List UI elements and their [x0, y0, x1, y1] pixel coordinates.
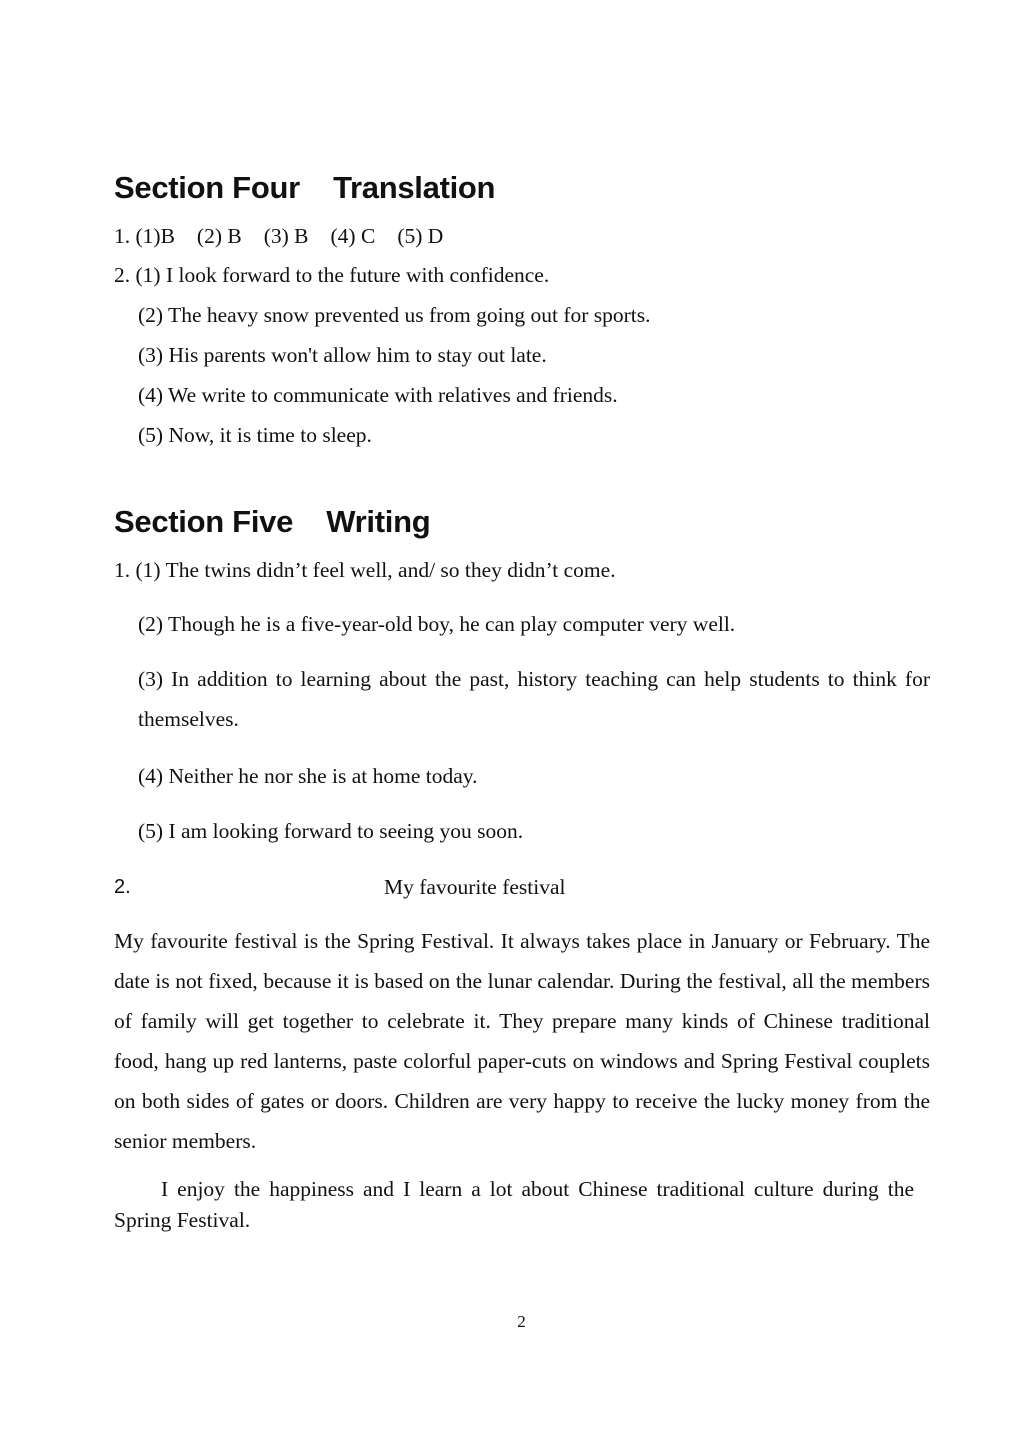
writing-q1-line-4: (4) Neither he nor she is at home today. — [138, 764, 478, 788]
essay-title: My favourite festival — [384, 875, 566, 899]
q1-answer-3: (3) B — [263, 224, 309, 248]
writing-q1-line-1: 1. (1) The twins didn’t feel well, and/ so they didn’t come. — [114, 558, 616, 582]
writing-q1-line-5: (5) I am looking forward to seeing you soon. — [138, 819, 524, 843]
page-number: 2 — [517, 1312, 526, 1331]
essay-closing: I enjoy the happiness and I learn a lot about Chinese traditional culture during the Spring Festival. — [114, 1177, 914, 1232]
translation-q2-line-2: (2) The heavy snow prevented us from going out for sports. — [138, 303, 651, 327]
q1-answer-4: (4) C — [330, 224, 376, 248]
writing-q1-line-3: (3) In addition to learning about the past, history teaching can help students to think for themselves. — [138, 667, 930, 731]
section-five-heading: Section Five Writing — [114, 504, 431, 539]
translation-q2-line-4: (4) We write to communicate with relatives and friends. — [138, 383, 618, 407]
q1-answer-2: (2) B — [196, 224, 242, 248]
q1-answer-5: (5) D — [397, 224, 444, 248]
writing-q2-number: 2. — [114, 876, 131, 898]
writing-q1-line-2: (2) Though he is a five-year-old boy, he can play computer very well. — [138, 612, 736, 636]
essay-paragraph: My favourite festival is the Spring Festival. It always takes place in January or February. The date is not fixed, because it is based on the lunar calendar. During the festival, all the members of family will get together to celebrate it. They prepare many kinds of Chinese traditional food, hang up red lanterns, paste colorful paper-cuts on windows and Spring Festival couplets on both sides of gates or doors. Children are very happy to receive the lucky money from the senior members. — [114, 929, 930, 1153]
q1-answer-1: 1. (1)B — [114, 224, 175, 248]
translation-q2-line-3: (3) His parents won't allow him to stay out late. — [138, 343, 547, 367]
section-four-heading: Section Four Translation — [114, 170, 496, 205]
translation-q2-line-1: 2. (1) I look forward to the future with confidence. — [114, 263, 550, 287]
translation-q1-answers — [114, 222, 443, 250]
translation-q2-line-5: (5) Now, it is time to sleep. — [138, 423, 372, 447]
